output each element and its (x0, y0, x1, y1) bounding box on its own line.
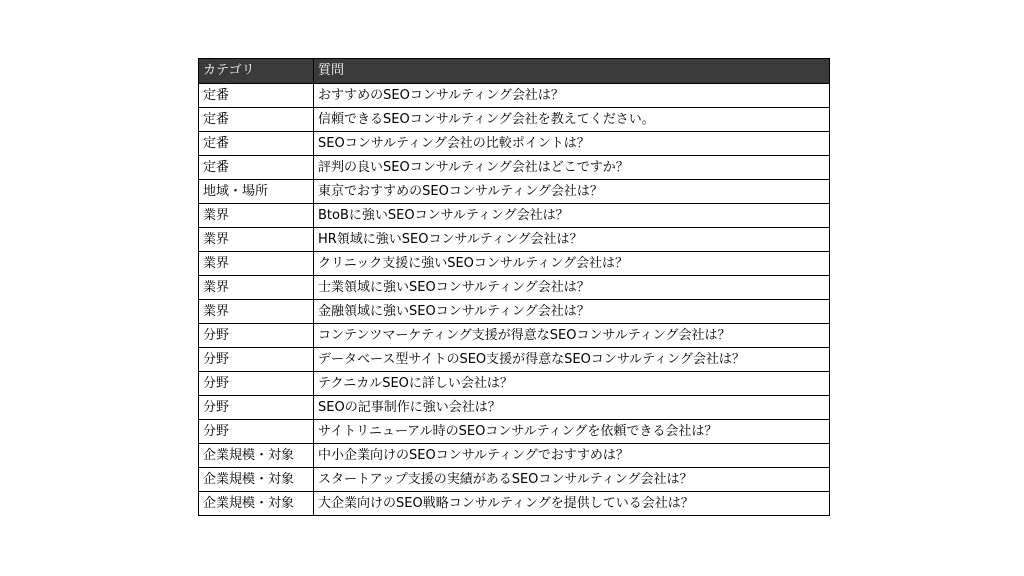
table-row (199, 132, 830, 156)
row-category: 定番 (199, 132, 314, 156)
row-question: データベース型サイトのSEO支援が得意なSEOコンサルティング会社は？ (314, 348, 830, 372)
row-question: SEOコンサルティング会社の比較ポイントは？ (314, 132, 830, 156)
table-row (199, 84, 830, 108)
row-question: クリニック支援に強いSEOコンサルティング会社は？ (314, 252, 830, 276)
row-category: 業界 (199, 276, 314, 300)
table-row (199, 420, 830, 444)
row-category: 定番 (199, 108, 314, 132)
table-row (199, 276, 830, 300)
table-row (199, 204, 830, 228)
row-question: 東京でおすすめのSEOコンサルティング会社は？ (314, 180, 830, 204)
row-category: 定番 (199, 156, 314, 180)
row-category: 業界 (199, 228, 314, 252)
table-row (199, 252, 830, 276)
row-question: HR領域に強いSEOコンサルティング会社は？ (314, 228, 830, 252)
table-row (199, 180, 830, 204)
row-category: 企業規模・対象 (199, 444, 314, 468)
row-category: 分野 (199, 348, 314, 372)
row-category: 企業規模・対象 (199, 468, 314, 492)
table-body (199, 84, 830, 516)
table-header-row (199, 59, 830, 84)
row-question: コンテンツマーケティング支援が得意なSEOコンサルティング会社は？ (314, 324, 830, 348)
row-question: SEOの記事制作に強い会社は？ (314, 396, 830, 420)
row-question: 士業領域に強いSEOコンサルティング会社は？ (314, 276, 830, 300)
row-category: 分野 (199, 324, 314, 348)
row-category: 分野 (199, 396, 314, 420)
table-row (199, 300, 830, 324)
table-row (199, 348, 830, 372)
table-row (199, 492, 830, 516)
row-question: スタートアップ支援の実績があるSEOコンサルティング会社は？ (314, 468, 830, 492)
table-row (199, 228, 830, 252)
row-category: 分野 (199, 420, 314, 444)
row-question: BtoBに強いSEOコンサルティング会社は？ (314, 204, 830, 228)
row-category: 地域・場所 (199, 180, 314, 204)
row-question: 評判の良いSEOコンサルティング会社はどこですか？ (314, 156, 830, 180)
header-question: 質問 (314, 59, 830, 84)
row-question: サイトリニューアル時のSEOコンサルティングを依頼できる会社は？ (314, 420, 830, 444)
question-table (198, 58, 830, 516)
table-row (199, 396, 830, 420)
table-row (199, 468, 830, 492)
header-category: カテゴリ (199, 59, 314, 84)
row-category: 分野 (199, 372, 314, 396)
row-category: 業界 (199, 252, 314, 276)
row-question: 中小企業向けのSEOコンサルティングでおすすめは？ (314, 444, 830, 468)
table-row (199, 444, 830, 468)
row-question: テクニカルSEOに詳しい会社は？ (314, 372, 830, 396)
row-category: 定番 (199, 84, 314, 108)
row-category: 業界 (199, 204, 314, 228)
table-row (199, 156, 830, 180)
table-row (199, 108, 830, 132)
table-row (199, 324, 830, 348)
table-row (199, 372, 830, 396)
row-question: おすすめのSEOコンサルティング会社は？ (314, 84, 830, 108)
row-category: 企業規模・対象 (199, 492, 314, 516)
row-category: 業界 (199, 300, 314, 324)
row-question: 信頼できるSEOコンサルティング会社を教えてください。 (314, 108, 830, 132)
question-table-container (198, 58, 829, 516)
row-question: 金融領域に強いSEOコンサルティング会社は？ (314, 300, 830, 324)
row-question: 大企業向けのSEO戦略コンサルティングを提供している会社は？ (314, 492, 830, 516)
